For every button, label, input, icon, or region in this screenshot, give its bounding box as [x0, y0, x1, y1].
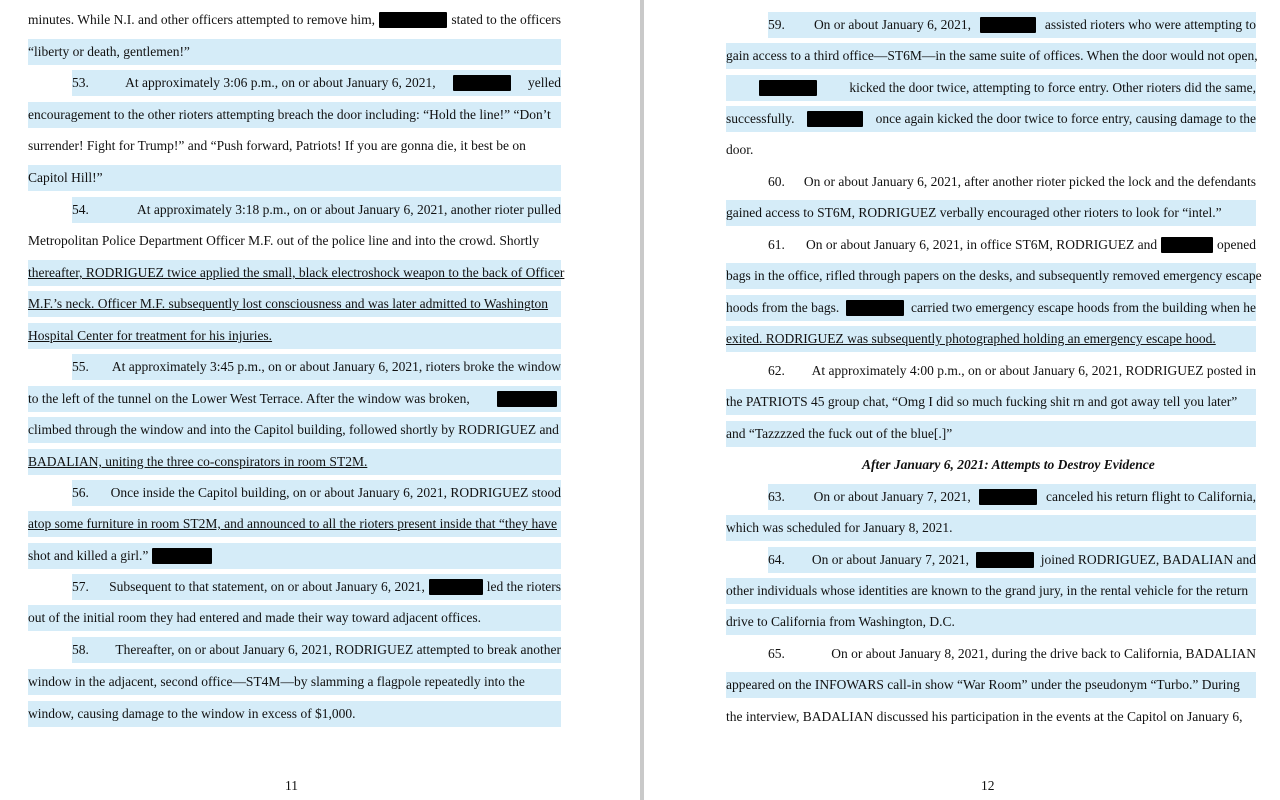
text-line	[726, 421, 1256, 447]
line-text: atop some furniture in room ST2M, and announced to all the rioters present inside that “they have	[28, 516, 557, 531]
line-text: “liberty or death, gentlemen!”	[28, 44, 190, 59]
line-text: window in the adjacent, second office—ST4M—by slamming a flagpole repeatedly into the	[28, 674, 525, 689]
text-line	[726, 75, 1256, 101]
redaction-box	[379, 12, 447, 28]
text-line	[726, 263, 1262, 289]
text-line	[28, 102, 561, 128]
paragraph-number: 55.	[72, 359, 89, 374]
line-text: door.	[726, 142, 754, 157]
text-line	[726, 137, 1256, 163]
text-line	[28, 417, 561, 443]
line-text: to the left of the tunnel on the Lower West Terrace. After the window was broken,	[28, 391, 470, 406]
paragraph-number: 57.	[72, 579, 89, 594]
line-text: stated to the officers	[451, 12, 561, 27]
line-text: window, causing damage to the window in excess of $1,000.	[28, 706, 356, 721]
line-text: Hospital Center for treatment for his injuries.	[28, 328, 273, 343]
line-text: gain access to a third office—ST6M—in the same suite of offices. When the door would not open,	[726, 48, 1258, 63]
redaction-box	[980, 17, 1036, 33]
line-text: Once inside the Capitol building, on or about January 6, 2021, RODRIGUEZ stood	[110, 485, 561, 500]
paragraph-number: 59.	[768, 17, 785, 32]
text-line	[28, 543, 561, 569]
line-text: BADALIAN, uniting the three co-conspirators in room ST2M.	[28, 454, 368, 469]
line-text: minutes. While N.I. and other officers attempted to remove him,	[28, 12, 376, 27]
redaction-box	[807, 111, 863, 127]
text-line	[726, 326, 1256, 352]
text-line	[28, 701, 561, 727]
text-line	[28, 605, 561, 631]
paragraph-number: 64.	[768, 552, 785, 567]
text-line	[726, 106, 1256, 132]
line-text: joined RODRIGUEZ, BADALIAN and	[1040, 552, 1256, 567]
line-text: On or about January 8, 2021, during the drive back to California, BADALIAN	[831, 646, 1256, 661]
text-line	[72, 354, 561, 380]
text-line	[28, 511, 561, 537]
paragraph-number: 61.	[768, 237, 785, 252]
line-text: canceled his return flight to California,	[1046, 489, 1256, 504]
line-text: encouragement to the other rioters attempting breach the door including: “Hold the line!” “Don’t	[28, 107, 551, 122]
line-text: Subsequent to that statement, on or about January 6, 2021,	[109, 579, 425, 594]
text-line	[28, 165, 561, 191]
line-text: successfully.	[726, 111, 795, 126]
text-line	[768, 547, 1256, 573]
redaction-box	[976, 552, 1034, 568]
line-text: other individuals whose identities are known to the grand jury, in the rental vehicle for the return	[726, 583, 1249, 598]
paragraph-number: 56.	[72, 485, 89, 500]
text-line	[726, 515, 1256, 541]
text-line	[768, 232, 1256, 258]
redaction-box	[429, 579, 483, 595]
text-line	[28, 386, 561, 412]
redaction-box	[497, 391, 557, 407]
paragraph-number: 63.	[768, 489, 785, 504]
redaction-box	[759, 80, 817, 96]
text-line	[726, 672, 1256, 698]
line-text: yelled	[527, 75, 561, 90]
line-text: appeared on the INFOWARS call-in show “War Room” under the pseudonym “Turbo.” During	[726, 677, 1240, 692]
text-line	[28, 7, 561, 33]
text-line	[726, 43, 1256, 69]
text-line	[726, 295, 1256, 321]
text-line	[72, 574, 561, 600]
text-line	[28, 449, 561, 475]
line-text: once again kicked the door twice to force entry, causing damage to the	[875, 111, 1256, 126]
text-line	[28, 669, 561, 695]
text-line	[72, 480, 561, 506]
text-line	[768, 169, 1256, 195]
line-text: led the rioters	[486, 579, 561, 594]
line-text: drive to California from Washington, D.C.	[726, 614, 955, 629]
text-line	[726, 609, 1256, 635]
line-text: carried two emergency escape hoods from the building when he	[910, 300, 1256, 315]
line-text: On or about January 6, 2021, in office ST6M, RODRIGUEZ and	[806, 237, 1158, 252]
text-line	[72, 637, 561, 663]
paragraph-number: 54.	[72, 202, 89, 217]
line-text: kicked the door twice, attempting to force entry. Other rioters did the same,	[849, 80, 1256, 95]
section-heading: After January 6, 2021: Attempts to Destroy Evidence	[862, 457, 1155, 472]
text-line	[768, 358, 1256, 384]
line-text: At approximately 3:18 p.m., on or about January 6, 2021, another rioter pulled	[136, 202, 561, 217]
text-line	[28, 323, 561, 349]
redaction-box	[152, 548, 212, 564]
line-text: M.F.’s neck. Officer M.F. subsequently lost consciousness and was later admitted to Washington	[28, 296, 549, 311]
line-text: At approximately 3:45 p.m., on or about January 6, 2021, rioters broke the window	[111, 359, 561, 374]
text-line	[28, 39, 561, 65]
line-text: surrender! Fight for Trump!” and “Push forward, Patriots! If you are gonna die, it best be on	[28, 138, 526, 153]
redaction-box	[453, 75, 511, 91]
line-text: At approximately 4:00 p.m., on or about January 6, 2021, RODRIGUEZ posted in	[811, 363, 1256, 378]
line-text: Capitol Hill!”	[28, 170, 103, 185]
redaction-box	[979, 489, 1037, 505]
line-text: Thereafter, on or about January 6, 2021, RODRIGUEZ attempted to break another	[115, 642, 561, 657]
text-line	[28, 133, 561, 159]
document-page-right	[644, 0, 1280, 800]
line-text: opened	[1217, 237, 1256, 252]
text-line	[768, 12, 1256, 38]
page-number: 12	[981, 778, 995, 793]
paragraph-number: 58.	[72, 642, 89, 657]
line-text: At approximately 3:06 p.m., on or about January 6, 2021,	[125, 75, 436, 90]
line-text: assisted rioters who were attempting to	[1044, 17, 1256, 32]
line-text: On or about January 7, 2021,	[813, 489, 971, 504]
line-text: Metropolitan Police Department Officer M.F. out of the police line and into the crowd. Shortly	[28, 233, 540, 248]
line-text: thereafter, RODRIGUEZ twice applied the small, black electroshock weapon to the back of Officer	[28, 265, 565, 280]
text-line	[72, 197, 561, 223]
line-text: the PATRIOTS 45 group chat, “Omg I did so much fucking shit rn and got away tell you later”	[726, 394, 1238, 409]
text-line	[768, 484, 1256, 510]
line-text: and “Tazzzzed the fuck out of the blue[.]”	[726, 426, 953, 441]
text-line	[28, 228, 561, 254]
text-line	[768, 641, 1256, 667]
text-line	[28, 260, 565, 286]
line-text: hoods from the bags.	[726, 300, 840, 315]
line-text: bags in the office, rifled through papers on the desks, and subsequently removed emergency escape	[726, 268, 1262, 283]
line-text: shot and killed a girl.”	[28, 548, 149, 563]
paragraph-number: 60.	[768, 174, 785, 189]
page-number: 11	[285, 778, 298, 793]
text-line	[726, 389, 1256, 415]
paragraph-number: 53.	[72, 75, 89, 90]
line-text: On or about January 6, 2021, after another rioter picked the lock and the defendants	[803, 174, 1256, 189]
text-line	[726, 200, 1256, 226]
line-text: exited. RODRIGUEZ was subsequently photographed holding an emergency escape hood.	[726, 331, 1216, 346]
line-text: gained access to ST6M, RODRIGUEZ verbally encouraged other rioters to look for “intel.”	[726, 205, 1222, 220]
line-text: out of the initial room they had entered and made their way toward adjacent offices.	[28, 610, 481, 625]
line-text: which was scheduled for January 8, 2021.	[726, 520, 953, 535]
redaction-box	[1161, 237, 1213, 253]
paragraph-number: 62.	[768, 363, 785, 378]
line-text: the interview, BADALIAN discussed his participation in the events at the Capitol on January 6,	[726, 709, 1243, 724]
line-text: On or about January 7, 2021,	[811, 552, 969, 567]
paragraph-number: 65.	[768, 646, 785, 661]
text-line	[28, 291, 561, 317]
line-text: climbed through the window and into the Capitol building, followed shortly by RODRIGUEZ and	[28, 422, 559, 437]
text-line	[726, 578, 1256, 604]
redaction-box	[846, 300, 904, 316]
text-line	[72, 70, 561, 96]
text-line	[726, 704, 1256, 730]
line-text: On or about January 6, 2021,	[813, 17, 972, 32]
